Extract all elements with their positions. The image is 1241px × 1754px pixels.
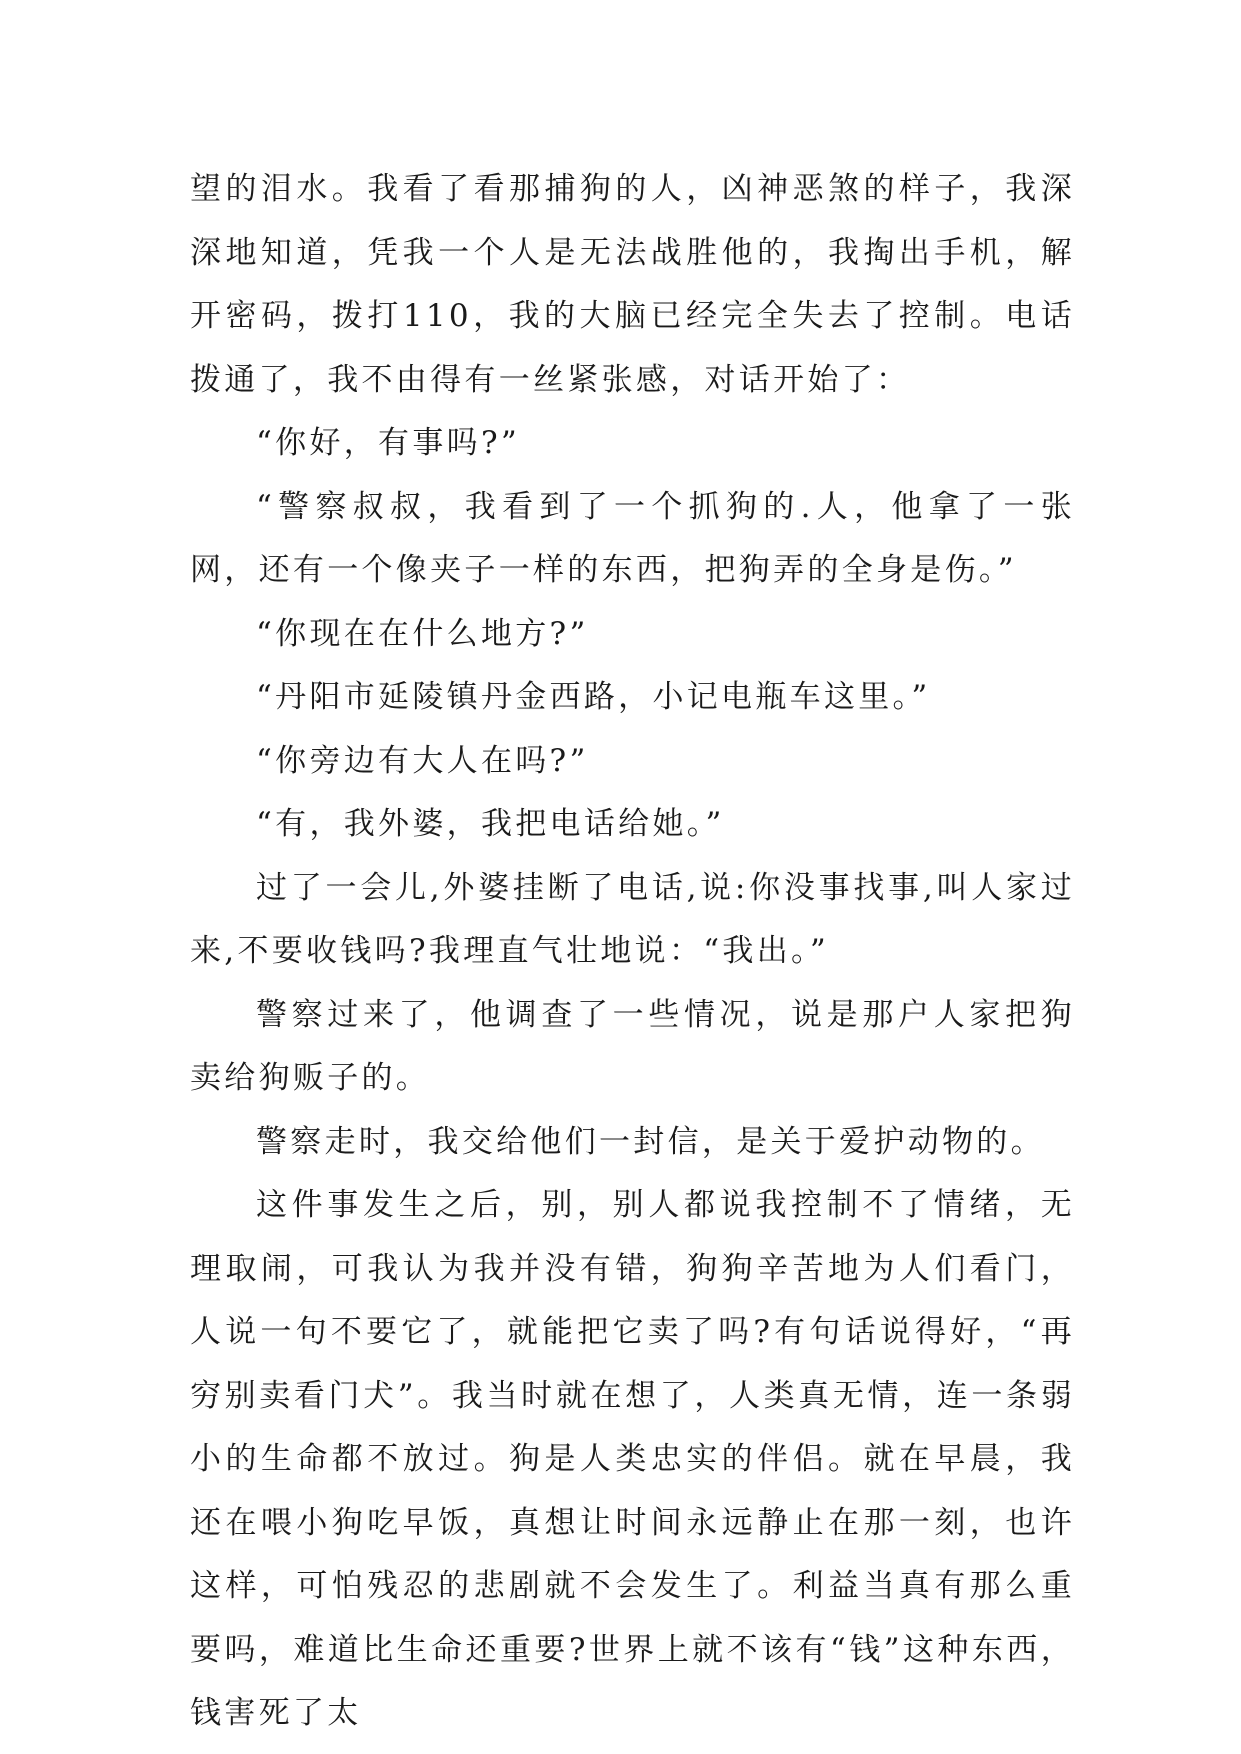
- paragraph-1: 望的泪水。我看了看那捕狗的人，凶神恶煞的样子，我深深地知道，凭我一个人是无法战胜他的，我掏出手机，解开密码，拨打110，我的大脑已经完全失去了控制。电话拨通了，我不由得有一丝紧张感，对话开始了：: [190, 171, 1075, 398]
- paragraph-11: 这件事发生之后，别，别人都说我控制不了情绪，无理取闹，可我认为我并没有错，狗狗辛苦地为人们看门，人说一句不要它了，就能把它卖了吗?有句话说得好，“再穷别卖看门犬”。我当时就在想了，人类真无情，连一条弱小的生命都不放过。狗是人类忠实的伴侣。就在早晨，我还在喂小狗吃早饭，真想让时间永远静止在那一刻，也许这样，可怕残忍的悲剧就不会发生了。利益当真有那么重要吗，难道比生命还重要?世界上就不该有“钱”这种东西，钱害死了太: [190, 1187, 1075, 1731]
- paragraph-7: “有，我外婆，我把电话给她。”: [256, 806, 725, 842]
- paragraph-9: 警察过来了，他调查了一些情况，说是那户人家把狗卖给狗贩子的。: [190, 996, 1075, 1096]
- paragraph-5: “丹阳市延陵镇丹金西路，小记电瓶车这里。”: [256, 679, 931, 715]
- paragraph-4: “你现在在什么地方?”: [256, 615, 589, 652]
- paragraph-10: 警察走时，我交给他们一封信，是关于爱护动物的。: [256, 1123, 1045, 1160]
- article-body: [190, 158, 1075, 1746]
- paragraph-3: “警察叔叔，我看到了一个抓狗的.人，他拿了一张网，还有一个像夹子一样的东西，把狗弄的全身是伤。”: [190, 488, 1075, 588]
- paragraph-2: “你好，有事吗?”: [256, 425, 521, 461]
- paragraph-6: “你旁边有大人在吗?”: [256, 742, 589, 779]
- paragraph-8: 过了一会儿,外婆挂断了电话,说:你没事找事,叫人家过来,不要收钱吗?我理直气壮地说：“我出。”: [190, 869, 1075, 969]
